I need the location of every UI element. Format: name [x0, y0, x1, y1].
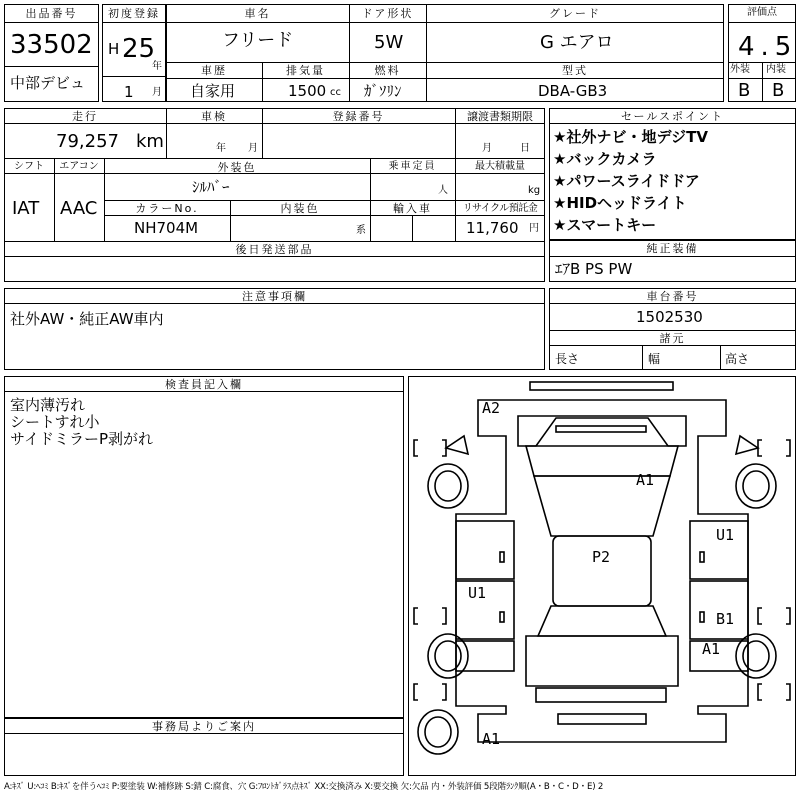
mileage-label: 走行 — [72, 110, 98, 123]
int-label: 内装 — [766, 64, 786, 75]
equipment-label: 純正装備 — [646, 242, 699, 255]
reg-no-label: 登録番号 — [332, 110, 385, 123]
lot-number: 33502 — [10, 30, 93, 60]
capacity-unit: 人 — [438, 185, 448, 196]
dims-label: 諸元 — [659, 332, 686, 345]
damage-mark-a1-hood: A1 — [636, 471, 655, 489]
int-color-label: 内装色 — [280, 202, 320, 215]
inspector-line-3: サイドミラーP剥がれ — [10, 430, 153, 448]
score-value: 4.5 — [738, 32, 798, 62]
mileage-value: 79,257 — [56, 131, 119, 152]
inspector-line-1: 室内薄汚れ — [10, 396, 86, 414]
door-label: ドア形状 — [361, 7, 414, 20]
model-label: 型式 — [562, 64, 588, 77]
recycle-value: 11,760 — [466, 219, 519, 237]
era: H — [108, 40, 120, 58]
length-label: 長さ — [555, 352, 580, 366]
sales-point-3: ★パワースライドドア — [553, 172, 700, 190]
aircon-value: AAC — [60, 198, 98, 219]
load-unit: kg — [528, 185, 541, 196]
capacity-label: 乗車定員 — [388, 161, 437, 172]
car-name: フリード — [222, 30, 294, 51]
header-section — [4, 4, 796, 102]
car-diagram — [408, 376, 796, 776]
fuel-value: ｶﾞｿﾘﾝ — [364, 82, 402, 100]
lot-label: 出品番号 — [25, 7, 78, 20]
chassis-label: 車台番号 — [646, 290, 699, 303]
first-reg-label: 初度登録 — [108, 7, 160, 20]
color-no-value: NH704M — [134, 219, 199, 237]
sales-point-2: ★バックカメラ — [553, 150, 657, 168]
sales-point-1: ★社外ナビ・地デジTV — [553, 128, 708, 146]
sales-point-5: ★スマートキー — [553, 216, 657, 234]
year-unit: 年 — [152, 61, 162, 72]
inspection-label: 車検 — [201, 110, 227, 123]
inspector-line-2: シートすれ小 — [10, 413, 100, 431]
displacement-label: 排気量 — [286, 64, 325, 77]
equipment-value: ｴｱB PS PW — [555, 260, 633, 278]
int-color-unit: 系 — [356, 225, 366, 236]
year: 25 — [122, 34, 156, 64]
int-grade: B — [772, 80, 785, 101]
debut-label: 中部デビュ — [10, 74, 86, 92]
displacement-unit: cc — [330, 87, 341, 98]
inspector-label: 検査員記入欄 — [165, 378, 243, 391]
shift-value: IAT — [12, 198, 40, 219]
history-value: 自家用 — [190, 82, 236, 100]
door-value: 5W — [374, 32, 404, 53]
recycle-unit: 円 — [529, 223, 539, 234]
color-no-label: カラーNo. — [135, 202, 199, 215]
shift-label: シフト — [14, 161, 44, 172]
height-label: 高さ — [725, 352, 750, 366]
fuel-label: 燃料 — [374, 64, 401, 77]
history-label: 車歴 — [201, 64, 227, 77]
damage-mark-u1-left: U1 — [468, 584, 487, 602]
damage-mark-a2: A2 — [482, 399, 501, 417]
displacement-value: 1500 — [288, 82, 327, 100]
chassis-value: 1502530 — [636, 308, 703, 326]
damage-mark-a1-bottom: A1 — [482, 730, 501, 748]
recycle-label: リサイクル預託金 — [462, 203, 538, 214]
width-label: 幅 — [648, 352, 661, 366]
model-value: DBA-GB3 — [538, 82, 608, 100]
month-unit: 月 — [152, 87, 162, 98]
load-label: 最大積載量 — [475, 161, 525, 172]
score-label: 評価点 — [747, 7, 777, 18]
sales-point-4: ★HIDヘッドライト — [553, 194, 687, 212]
transfer-label: 譲渡書類期限 — [467, 110, 533, 123]
caution-text: 社外AW・純正AW車内 — [10, 310, 164, 328]
sales-label: セールスポイント — [620, 110, 724, 123]
import-label: 輸入車 — [393, 202, 432, 215]
grade-label: グレード — [549, 7, 601, 20]
month: 1 — [124, 83, 134, 101]
ext-grade: B — [738, 80, 751, 101]
legend: A:ｷｽﾞ U:ﾍｺﾐ B:ｷｽﾞを伴うﾍｺﾐ P:要塗装 W:補修跡 S:錆 C:腐食、穴 G:ﾌﾛﾝﾄｶﾞﾗｽ点ｷｽﾞ XX:交換済み X:要交換 欠:欠品 内・外装評価 5段階ﾗﾝｸ順(A・B・C・D・E) 2 — [4, 782, 604, 792]
inspection-year-unit: 年 — [216, 143, 226, 154]
car-name-label: 車名 — [244, 7, 271, 20]
ext-label: 外装 — [730, 64, 750, 75]
damage-mark-p2: P2 — [592, 548, 611, 566]
ext-color-label: 外装色 — [217, 161, 257, 174]
ext-color-value: ｼﾙﾊﾞｰ — [192, 178, 230, 196]
damage-mark-u1-right: U1 — [716, 526, 735, 544]
transfer-day-unit: 日 — [520, 143, 530, 154]
later-parts-label: 後日発送部品 — [235, 243, 314, 256]
damage-mark-a1-rear: A1 — [702, 640, 721, 658]
grade-value: G エアロ — [540, 32, 614, 53]
transfer-month-unit: 月 — [482, 143, 492, 154]
office-label: 事務局よりご案内 — [152, 720, 256, 733]
inspection-month-unit: 月 — [248, 143, 258, 154]
damage-mark-b1: B1 — [716, 610, 735, 628]
caution-label: 注意事項欄 — [242, 290, 307, 303]
aircon-label: エアコン — [59, 161, 99, 172]
mileage-unit: km — [136, 131, 164, 152]
